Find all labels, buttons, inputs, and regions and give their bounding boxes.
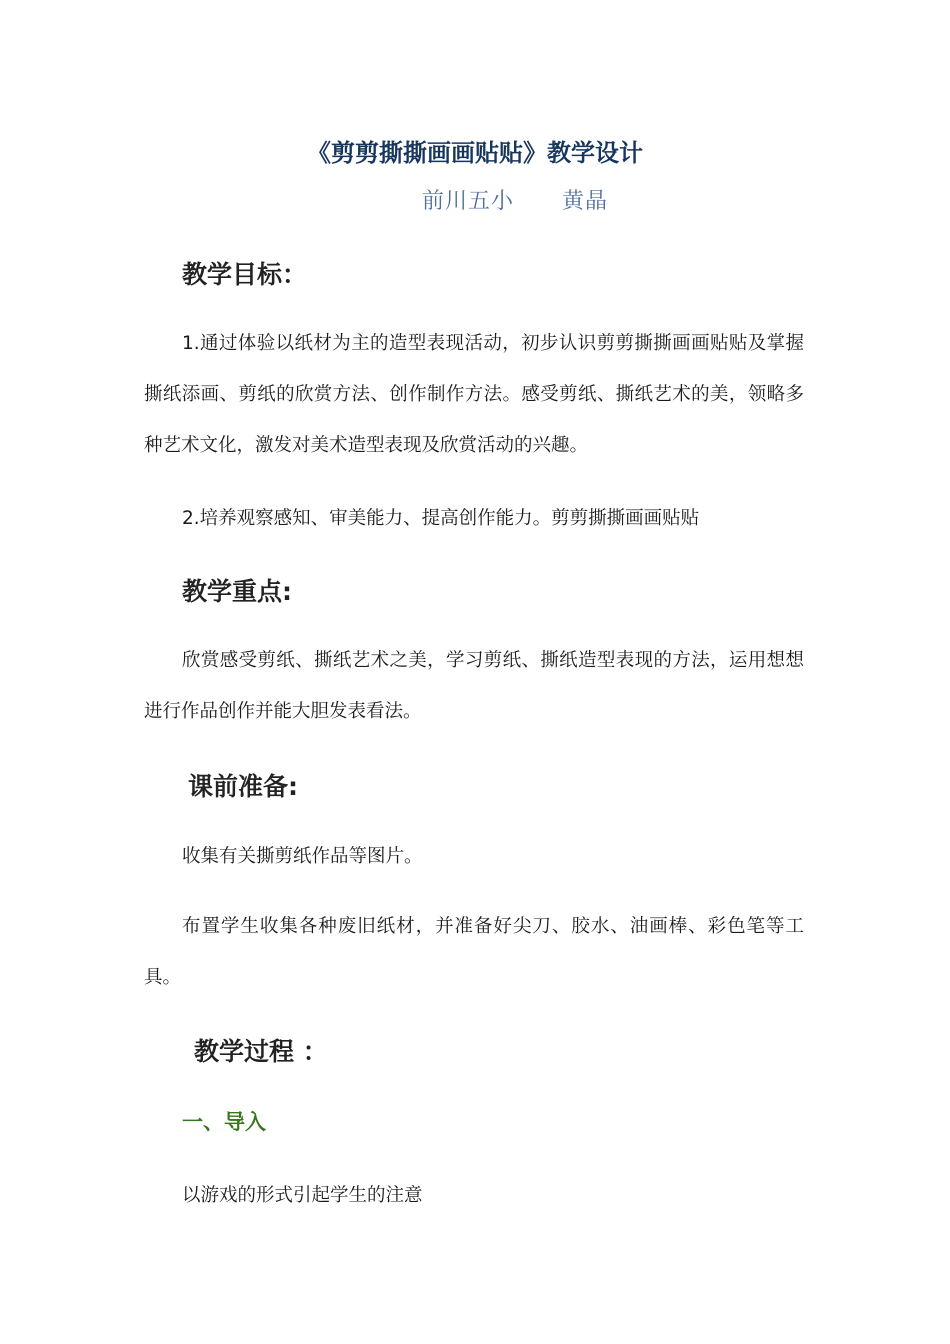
preparation-item-1: 收集有关撕剪纸作品等图片。 [182,846,423,867]
process-step-1-title: 一、导入 [182,1110,266,1134]
heading-process: 教学过程 ： [194,1037,328,1066]
heading-preparation: 课前准备: [188,772,298,801]
heading-key-points: 教学重点: [182,577,292,606]
process-step-1-text: 以游戏的形式引起学生的注意 [182,1185,423,1206]
author-name: 黄晶 [562,189,609,214]
school-name: 前川五小 [422,189,515,214]
heading-objectives: 教学目标： [182,260,308,289]
objective-item-2: 2.培养观察感知、审美能力、提高创作能力。剪剪撕撕画画贴贴 [182,508,700,529]
document-title: 《剪剪撕撕画画贴贴》教学设计 [307,139,643,167]
objective-item-1: 1.通过体验以纸材为主的造型表现活动，初步认识剪剪撕撕画画贴贴及掌握撕纸添画、剪纸的欣赏方法、创作制作方法。感受剪纸、撕纸艺术的美，领略多种艺术文化，激发对美术造型表现及欣赏活动的兴趣。 [144,333,804,456]
key-points-text: 欣赏感受剪纸、撕纸艺术之美，学习剪纸、撕纸造型表现的方法，运用想想进行作品创作并能大胆发表看法。 [144,650,804,722]
preparation-item-2: 布置学生收集各种废旧纸材，并准备好尖刀、胶水、油画棒、彩色笔等工具。 [144,916,804,988]
author-line [422,184,608,215]
